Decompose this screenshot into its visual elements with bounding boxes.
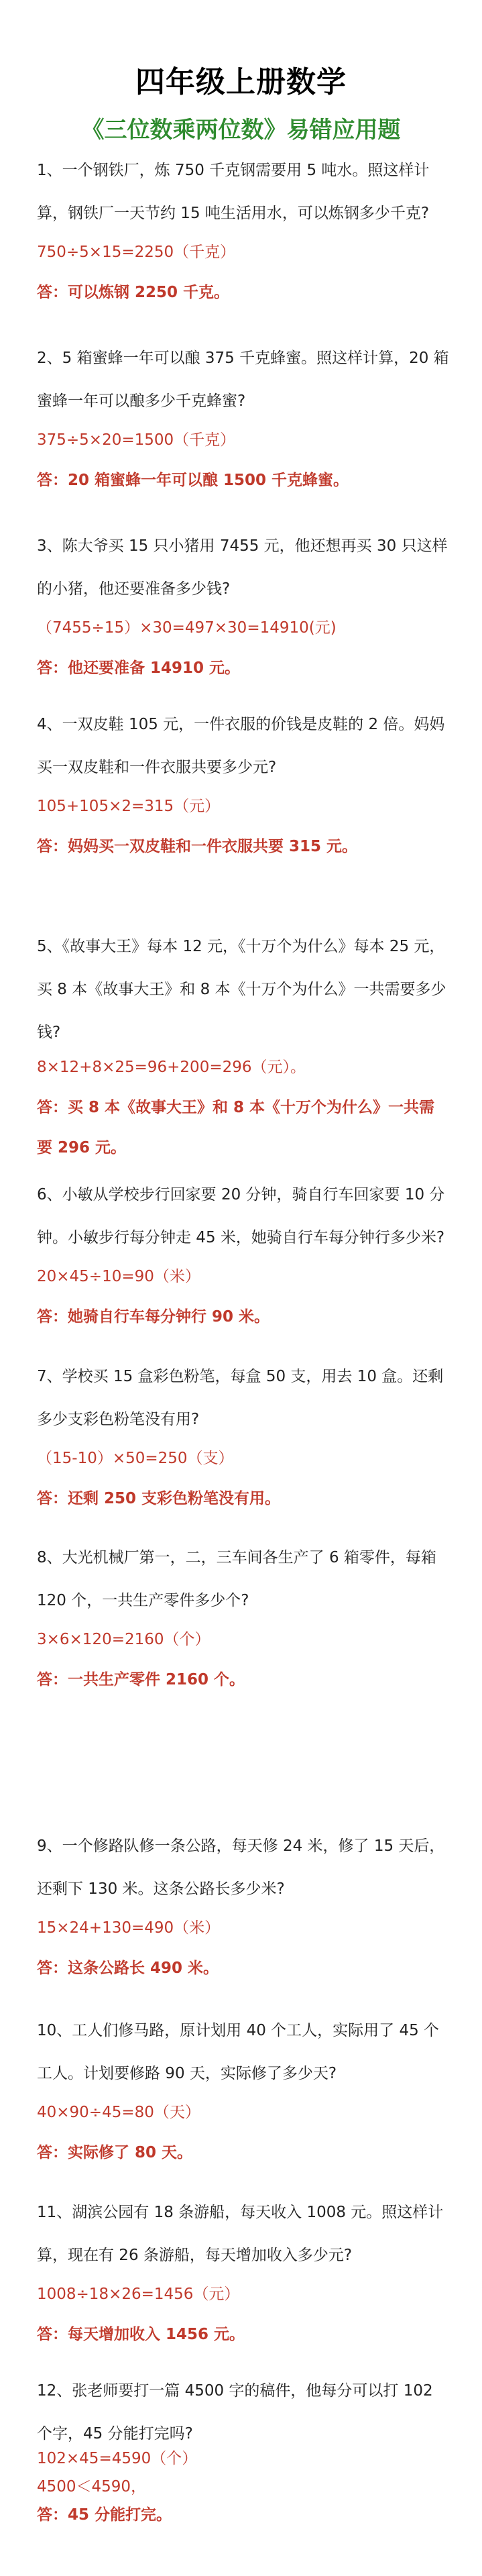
question-12: 12、张老师要打一篇 4500 字的稿件，他每分可以打 102 个字，45 分能打完吗? <box>37 2382 433 2443</box>
calc-9: 15×24+130=490（米） <box>37 1919 221 1937</box>
question-5: 5、《故事大王》每本 12 元，《十万个为什么》每本 25 元，买 8 本《故事大王》和 8 本《十万个为什么》一共需要多少钱? <box>37 938 446 1041</box>
calc-11: 1008÷18×26=1456（元） <box>37 2286 240 2303</box>
calc-10: 40×90÷45=80（天） <box>37 2104 200 2121</box>
calc-5: 8×12+8×25=96+200=296（元）。 <box>37 1059 306 1076</box>
calc-7: （15-10）×50=250（支） <box>37 1450 234 1467</box>
calc-3: （7455÷15）×30=497×30=14910(元) <box>37 619 337 637</box>
calc-8: 3×6×120=2160（个） <box>37 1631 210 1648</box>
answer-3: 答：他还要准备 14910 元。 <box>37 659 241 677</box>
answer-11: 答：每天增加收入 1456 元。 <box>37 2326 245 2343</box>
answer-2: 答：20 箱蜜蜂一年可以酿 1500 千克蜂蜜。 <box>37 472 349 489</box>
question-1: 1、一个钢铁厂，炼 750 千克钢需要用 5 吨水。照这样计算，钢铁厂一天节约 15 吨生活用水，可以炼钢多少千克? <box>37 162 430 222</box>
question-7: 7、学校买 15 盒彩色粉笔，每盒 50 支，用去 10 盒。还剩多少支彩色粉笔没有用? <box>37 1368 444 1428</box>
page-subtitle: 《三位数乘两位数》易错应用题 <box>81 117 401 144</box>
answer-4: 答：妈妈买一双皮鞋和一件衣服共要 315 元。 <box>37 838 358 855</box>
page-title: 四年级上册数学 <box>135 65 347 99</box>
question-8: 8、大光机械厂第一，二，三车间各生产了 6 箱零件，每箱 120 个，一共生产零件多少个? <box>37 1549 436 1609</box>
answer-8: 答：一共生产零件 2160 个。 <box>37 1671 245 1688</box>
calc-6: 20×45÷10=90（米） <box>37 1268 200 1285</box>
answer-1: 答：可以炼钢 2250 千克。 <box>37 284 230 301</box>
calc-12: 102×45=4590（个） <box>37 2450 198 2467</box>
question-9: 9、一个修路队修一条公路，每天修 24 米，修了 15 天后，还剩下 130 米。这条公路长多少米? <box>37 1837 445 1898</box>
answer-6: 答：她骑自行车每分钟行 90 米。 <box>37 1308 270 1326</box>
question-2: 2、5 箱蜜蜂一年可以酿 375 千克蜂蜜。照这样计算，20 箱蜜蜂一年可以酿多少千克蜂蜜? <box>37 350 449 410</box>
answer-10: 答：实际修了 80 天。 <box>37 2144 193 2161</box>
answer-7: 答：还剩 250 支彩色粉笔没有用。 <box>37 1490 281 1507</box>
calc-1: 750÷5×15=2250（千克） <box>37 244 236 261</box>
answer-12: 答：45 分能打完。 <box>37 2506 172 2524</box>
answer-9: 答：这条公路长 490 米。 <box>37 1960 219 1977</box>
question-6: 6、小敏从学校步行回家要 20 分钟，骑自行车回家要 10 分钟。小敏步行每分钟走 45 米，她骑自行车每分钟行多少米? <box>37 1186 445 1246</box>
question-10: 10、工人们修马路，原计划用 40 个工人，实际用了 45 个工人。计划要修路 90 天，实际修了多少天? <box>37 2022 440 2082</box>
question-11: 11、湖滨公园有 18 条游船，每天收入 1008 元。照这样计算，现在有 26 条游船，每天增加收入多少元? <box>37 2204 444 2264</box>
answer-5: 答：买 8 本《故事大王》和 8 本《十万个为什么》一共需要 296 元。 <box>37 1099 435 1157</box>
question-4: 4、一双皮鞋 105 元，一件衣服的价钱是皮鞋的 2 倍。妈妈买一双皮鞋和一件衣服共要多少元? <box>37 716 445 776</box>
calc-2: 375÷5×20=1500（千克） <box>37 431 236 449</box>
calc-12-compare: 4500＜4590， <box>37 2478 147 2496</box>
question-3: 3、陈大爷买 15 只小猪用 7455 元，他还想再买 30 只这样的小猪，他还要准备多少钱? <box>37 537 448 598</box>
calc-4: 105+105×2=315（元） <box>37 798 221 815</box>
